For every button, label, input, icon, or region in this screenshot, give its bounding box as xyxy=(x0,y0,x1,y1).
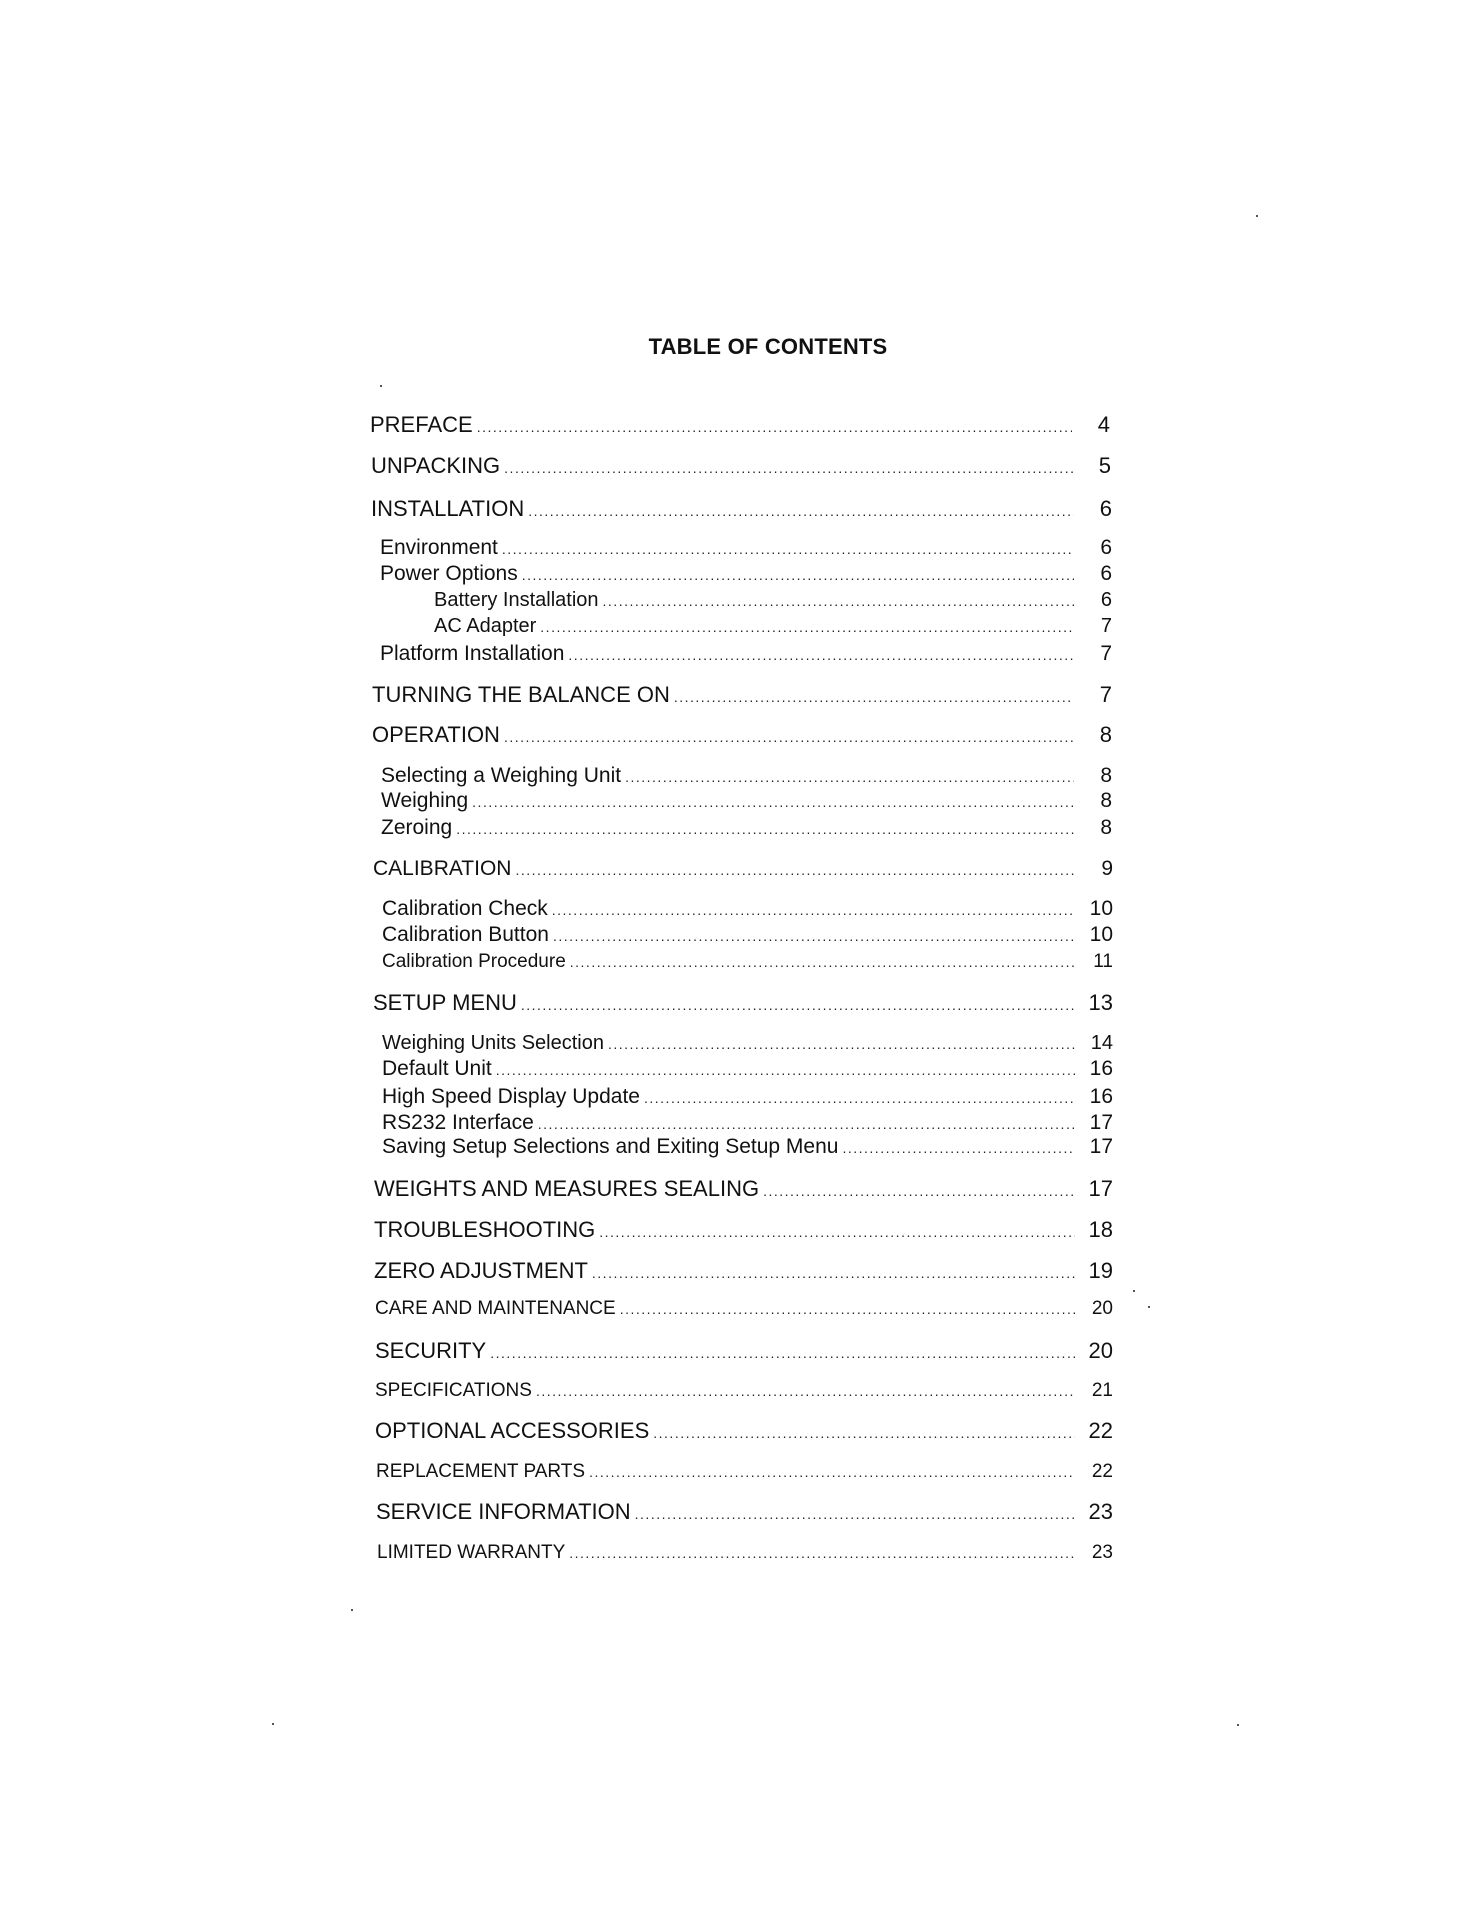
toc-entry-limited-warranty[interactable] xyxy=(377,1543,1113,1562)
toc-entry-page: 17 xyxy=(1089,1135,1113,1158)
dot-leader xyxy=(521,998,1075,1012)
toc-entry-saving-setup-selections[interactable] xyxy=(382,1136,1113,1157)
toc-entry-page: 22 xyxy=(1091,1461,1113,1482)
dot-leader xyxy=(522,568,1074,582)
dot-leader xyxy=(569,1546,1075,1560)
dot-leader xyxy=(540,620,1074,634)
toc-entry-label: REPLACEMENT PARTS xyxy=(376,1461,586,1482)
scan-speck xyxy=(1148,1306,1150,1308)
toc-entry-page: 18 xyxy=(1088,1217,1113,1242)
dot-leader xyxy=(644,1091,1075,1105)
toc-entry-page: 10 xyxy=(1089,897,1113,920)
toc-entry-page: 6 xyxy=(1099,496,1112,521)
toc-entry-default-unit[interactable] xyxy=(382,1058,1113,1079)
toc-entry-page: 8 xyxy=(1099,722,1112,747)
toc-title: TABLE OF CONTENTS xyxy=(648,334,888,359)
dot-leader xyxy=(842,1141,1075,1155)
toc-entry-label: Power Options xyxy=(380,562,518,585)
dot-leader xyxy=(536,1384,1075,1398)
toc-entry-page: 5 xyxy=(1098,453,1111,478)
toc-entry-label: WEIGHTS AND MEASURES SEALING xyxy=(374,1176,760,1201)
dot-leader xyxy=(608,1037,1075,1051)
scan-speck xyxy=(1256,215,1258,217)
dot-leader xyxy=(496,1063,1075,1077)
toc-entry-weights-and-measures-sealing[interactable] xyxy=(374,1178,1113,1200)
dot-leader xyxy=(620,1302,1075,1316)
toc-entry-ac-adapter[interactable] xyxy=(434,616,1112,636)
toc-entry-page: 13 xyxy=(1088,990,1113,1015)
toc-entry-label: SPECIFICATIONS xyxy=(375,1380,532,1401)
toc-entry-turning-the-balance-on[interactable] xyxy=(372,684,1112,706)
dot-leader xyxy=(570,955,1075,969)
toc-entry-page: 6 xyxy=(1100,562,1112,585)
toc-entry-page: 17 xyxy=(1088,1176,1113,1201)
toc-entry-page: 23 xyxy=(1088,1499,1113,1524)
dot-leader xyxy=(592,1266,1075,1280)
toc-entry-high-speed-display-update[interactable] xyxy=(382,1086,1113,1107)
toc-entry-zero-adjustment[interactable] xyxy=(374,1260,1113,1282)
toc-entry-label: Selecting a Weighing Unit xyxy=(381,764,622,787)
dot-leader xyxy=(456,822,1074,836)
toc-entry-label: SECURITY xyxy=(375,1338,487,1363)
toc-entry-label: CALIBRATION xyxy=(373,857,512,880)
toc-entry-page: 7 xyxy=(1099,682,1112,707)
toc-entry-security[interactable] xyxy=(375,1340,1113,1362)
scan-speck xyxy=(380,385,382,387)
toc-entry-page: 21 xyxy=(1091,1380,1113,1401)
toc-entry-label: Weighing Units Selection xyxy=(382,1032,604,1054)
toc-entry-optional-accessories[interactable] xyxy=(375,1420,1113,1442)
toc-entry-page: 8 xyxy=(1100,816,1112,839)
toc-entry-page: 7 xyxy=(1100,615,1112,637)
dot-leader xyxy=(490,1346,1075,1360)
dot-leader xyxy=(635,1507,1075,1521)
toc-entry-page: 10 xyxy=(1089,923,1113,946)
toc-entry-label: OPERATION xyxy=(372,722,500,747)
toc-entry-label: Calibration Button xyxy=(382,923,549,946)
dot-leader xyxy=(568,648,1074,662)
toc-entry-page: 16 xyxy=(1089,1057,1113,1080)
toc-entry-setup-menu[interactable] xyxy=(373,992,1113,1014)
dot-leader xyxy=(502,542,1074,556)
dot-leader xyxy=(763,1184,1075,1198)
toc-entry-page: 7 xyxy=(1100,642,1112,665)
toc-entry-calibration-button[interactable] xyxy=(382,924,1113,945)
toc-entry-weighing[interactable] xyxy=(381,790,1112,811)
toc-entry-label: INSTALLATION xyxy=(371,496,525,521)
toc-entry-page: 8 xyxy=(1100,789,1112,812)
toc-entry-label: ZERO ADJUSTMENT xyxy=(374,1258,588,1283)
toc-entry-label: OPTIONAL ACCESSORIES xyxy=(375,1418,650,1443)
dot-leader xyxy=(472,795,1074,809)
toc-entry-label: PREFACE xyxy=(370,412,473,437)
toc-entry-page: 22 xyxy=(1088,1418,1113,1443)
toc-entry-label: TROUBLESHOOTING xyxy=(374,1217,596,1242)
scan-speck xyxy=(1237,1724,1239,1726)
dot-leader xyxy=(538,1117,1075,1131)
toc-entry-label: LIMITED WARRANTY xyxy=(377,1542,566,1563)
toc-entry-page: 20 xyxy=(1088,1338,1113,1363)
toc-entry-power-options[interactable] xyxy=(380,563,1112,584)
toc-entry-label: Environment xyxy=(380,536,498,559)
dot-leader xyxy=(603,594,1074,608)
toc-entry-label: Platform Installation xyxy=(380,642,565,665)
toc-entry-page: 19 xyxy=(1088,1258,1113,1283)
toc-entry-installation[interactable] xyxy=(371,498,1112,520)
dot-leader xyxy=(504,461,1073,475)
dot-leader xyxy=(528,504,1074,518)
toc-entry-label: Weighing xyxy=(381,789,469,812)
scan-speck xyxy=(1133,1290,1135,1292)
dot-leader xyxy=(589,1465,1075,1479)
dot-leader xyxy=(504,730,1074,744)
dot-leader xyxy=(653,1426,1075,1440)
toc-entry-label: Battery Installation xyxy=(434,589,599,611)
toc-entry-label: High Speed Display Update xyxy=(382,1085,640,1108)
toc-entry-specifications[interactable] xyxy=(375,1381,1113,1400)
toc-entry-unpacking[interactable] xyxy=(371,455,1111,477)
toc-entry-calibration-procedure[interactable] xyxy=(382,952,1113,971)
dot-leader xyxy=(625,770,1074,784)
toc-entry-page: 6 xyxy=(1100,589,1112,611)
toc-entry-zeroing[interactable] xyxy=(381,817,1112,838)
dot-leader xyxy=(477,420,1072,434)
toc-entry-page: 6 xyxy=(1100,536,1112,559)
toc-entry-page: 4 xyxy=(1097,412,1110,437)
toc-entry-page: 20 xyxy=(1091,1298,1113,1319)
toc-entry-preface[interactable] xyxy=(370,414,1110,436)
toc-entry-label: TURNING THE BALANCE ON xyxy=(372,682,670,707)
scan-speck xyxy=(272,1723,274,1725)
toc-entry-weighing-units-selection[interactable] xyxy=(382,1033,1113,1053)
toc-entry-calibration-check[interactable] xyxy=(382,898,1113,919)
dot-leader xyxy=(599,1225,1075,1239)
toc-entry-page: 17 xyxy=(1089,1111,1113,1134)
toc-entry-label: Zeroing xyxy=(381,816,453,839)
toc-entry-page: 16 xyxy=(1089,1085,1113,1108)
toc-entry-label: SERVICE INFORMATION xyxy=(376,1499,631,1524)
toc-entry-page: 23 xyxy=(1091,1542,1113,1563)
toc-entry-label: UNPACKING xyxy=(371,453,501,478)
dot-leader xyxy=(515,863,1075,877)
toc-entry-label: SETUP MENU xyxy=(373,990,517,1015)
toc-entry-label: Calibration Check xyxy=(382,897,548,920)
toc-entry-label: Saving Setup Selections and Exiting Setup Menu xyxy=(382,1135,839,1158)
toc-entry-replacement-parts[interactable] xyxy=(376,1462,1113,1481)
dot-leader xyxy=(674,690,1074,704)
toc-entry-label: Calibration Procedure xyxy=(382,951,566,972)
toc-entry-battery-installation[interactable] xyxy=(434,590,1112,610)
toc-entry-label: Default Unit xyxy=(382,1057,492,1080)
toc-entry-care-and-maintenance[interactable] xyxy=(375,1299,1113,1318)
toc-entry-service-information[interactable] xyxy=(376,1501,1113,1523)
toc-entry-label: RS232 Interface xyxy=(382,1111,534,1134)
dot-leader xyxy=(552,903,1075,917)
toc-entry-troubleshooting[interactable] xyxy=(374,1219,1113,1241)
scan-speck xyxy=(351,1609,353,1611)
toc-entry-page: 11 xyxy=(1093,951,1113,972)
toc-entry-environment[interactable] xyxy=(380,537,1112,558)
toc-entry-label: CARE AND MAINTENANCE xyxy=(375,1298,616,1319)
toc-entry-page: 9 xyxy=(1101,857,1113,880)
dot-leader xyxy=(553,929,1075,943)
toc-entry-page: 14 xyxy=(1090,1032,1113,1054)
toc-entry-platform-installation[interactable] xyxy=(380,643,1112,664)
toc-entry-selecting-a-weighing-unit[interactable] xyxy=(381,765,1112,786)
toc-entry-rs232-interface[interactable] xyxy=(382,1112,1113,1133)
toc-entry-calibration[interactable] xyxy=(373,858,1113,879)
toc-entry-label: AC Adapter xyxy=(434,615,537,637)
toc-entry-page: 8 xyxy=(1100,764,1112,787)
toc-entry-operation[interactable] xyxy=(372,724,1112,746)
